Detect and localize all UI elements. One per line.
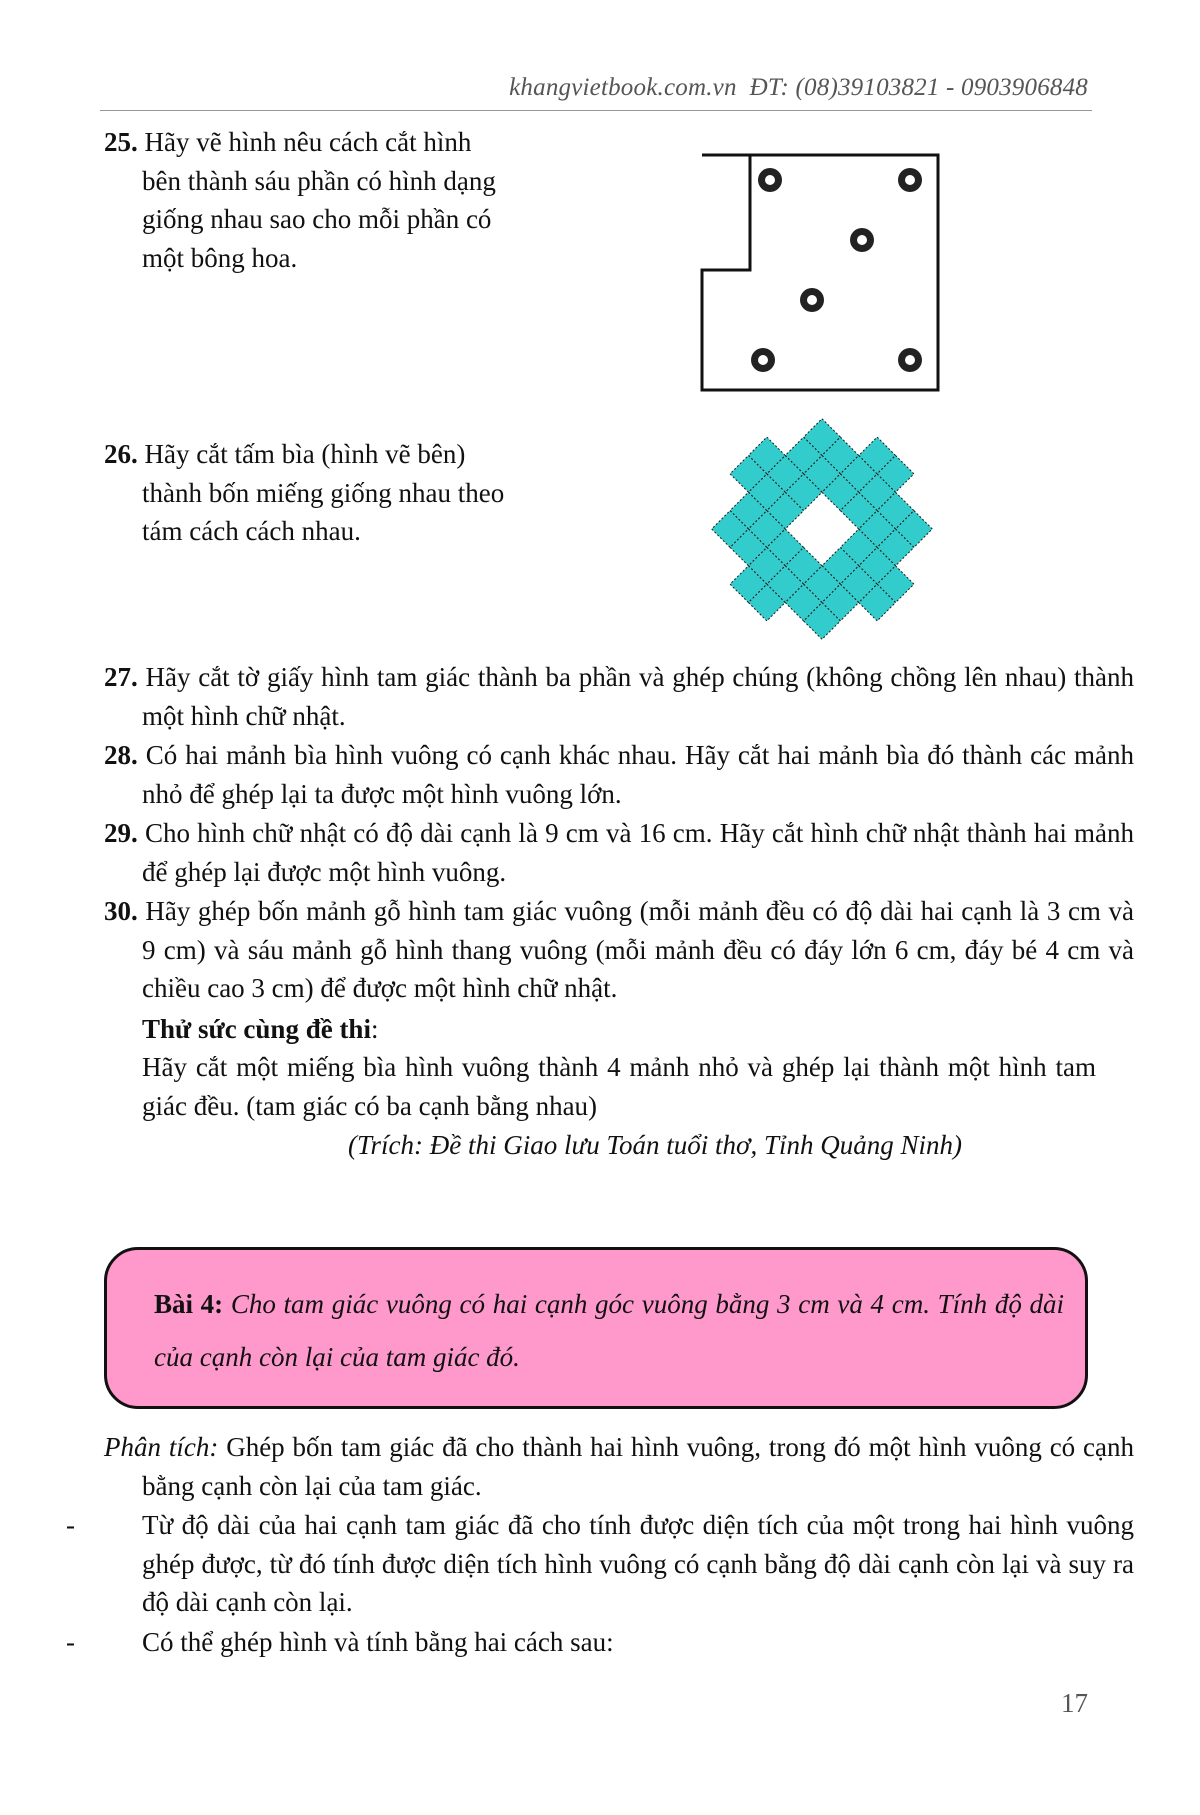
problem-25 (104, 123, 564, 277)
flower-icon (758, 168, 782, 192)
flower-icon (800, 288, 824, 312)
flower-icon (850, 228, 874, 252)
problem-number: 27. (104, 662, 138, 692)
problem-text-line: tám cách cách nhau. (142, 516, 361, 546)
problem-number: 30. (104, 896, 138, 926)
header-phone: ĐT: (08)39103821 - 0903906848 (749, 74, 1088, 101)
bullet-text: Từ độ dài của hai cạnh tam giác đã cho tính được diện tích của một trong hai hình vuông ghép được, từ đó tính được diện tích hình vuông có cạnh bằng độ dài cạnh còn lại và suy ra độ dài cạnh còn lại. (142, 1510, 1134, 1617)
problem-text-line: giống nhau sao cho mỗi phần có (142, 204, 492, 234)
problem-30 (104, 892, 1134, 1008)
bullet-dash: - (66, 1627, 75, 1657)
problem-number: 25. (104, 127, 138, 157)
analysis (104, 1428, 1134, 1505)
problem-text-line: thành bốn miếng giống nhau theo (142, 477, 505, 508)
problem-number: 26. (104, 439, 138, 469)
analysis-label: Phân tích: (104, 1432, 219, 1462)
problem-text: Hãy cắt tấm bìa (hình vẽ bên) (144, 439, 466, 469)
tile-grid (680, 412, 965, 647)
problem-text: Có hai mảnh bìa hình vuông có cạnh khác nhau. Hãy cắt hai mảnh bìa đó thành các mảnh nhỏ để ghép lại ta được một hình vuông lớn. (142, 740, 1135, 809)
problem-text: Hãy cắt tờ giấy hình tam giác thành ba phần và ghép chúng (không chồng lên nhau) thành một hình chữ nhật. (142, 662, 1135, 731)
bullet-dash: - (66, 1510, 75, 1540)
flower-icon (898, 348, 922, 372)
try-exam-colon: : (370, 1014, 379, 1044)
analysis-bullet (66, 1506, 1134, 1622)
bai4-question: Cho tam giác vuông có hai cạnh góc vuông bằng 3 cm và 4 cm. Tính độ dài của cạnh còn lại của tam giác đó. (154, 1289, 1064, 1372)
problem-text: Cho hình chữ nhật có độ dài cạnh là 9 cm và 16 cm. Hãy cắt hình chữ nhật thành hai mảnh để ghép lại được một hình vuông. (142, 818, 1134, 887)
tile-cardboard-figure (680, 412, 965, 647)
flower-shape-figure (690, 150, 950, 395)
page-header (509, 74, 1088, 102)
analysis-bullet (66, 1623, 1134, 1662)
header-website: khangvietbook.com.vn (509, 74, 737, 101)
try-exam-heading (142, 1010, 1096, 1049)
try-exam-title: Thử sức cùng đề thi (142, 1014, 371, 1044)
problem-text-line: bên thành sáu phần có hình dạng (142, 165, 496, 196)
bullet-text: Có thể ghép hình và tính bằng hai cách sau: (142, 1627, 614, 1657)
flower-icon (751, 348, 775, 372)
try-exam-body: Hãy cắt một miếng bìa hình vuông thành 4 mảnh nhỏ và ghép lại thành một hình tam giác đều. (tam giác có ba cạnh bằng nhau) (142, 1052, 1096, 1121)
problem-text: Hãy ghép bốn mảnh gỗ hình tam giác vuông (mỗi mảnh đều có độ dài hai cạnh là 3 cm và 9 cm) và sáu mảnh gỗ hình thang vuông (mỗi mảnh đều có đáy lớn 6 cm, đáy bé 4 cm và chiều cao 3 cm) để được một hình chữ nhật. (142, 896, 1135, 1003)
page-number: 17 (1061, 1688, 1088, 1718)
problem-26 (104, 435, 564, 551)
problem-text-line: một bông hoa. (142, 242, 298, 273)
problem-29 (104, 814, 1134, 891)
bai4-text (154, 1278, 1064, 1384)
analysis-text: Ghép bốn tam giác đã cho thành hai hình vuông, trong đó một hình vuông có cạnh bằng cạnh còn lại của tam giác. (142, 1432, 1135, 1501)
problem-number: 28. (104, 740, 138, 770)
problem-number: 29. (104, 818, 138, 848)
bai4-box (104, 1247, 1088, 1409)
flower-icon (898, 168, 922, 192)
problem-27 (104, 658, 1134, 735)
try-exam-source: (Trích: Đề thi Giao lưu Toán tuổi thơ, Tỉnh Quảng Ninh) (348, 1130, 962, 1160)
bai4-label: Bài 4: (154, 1289, 224, 1319)
problem-text: Hãy vẽ hình nêu cách cắt hình (144, 127, 472, 157)
header-divider (100, 110, 1092, 111)
problem-28 (104, 736, 1134, 813)
